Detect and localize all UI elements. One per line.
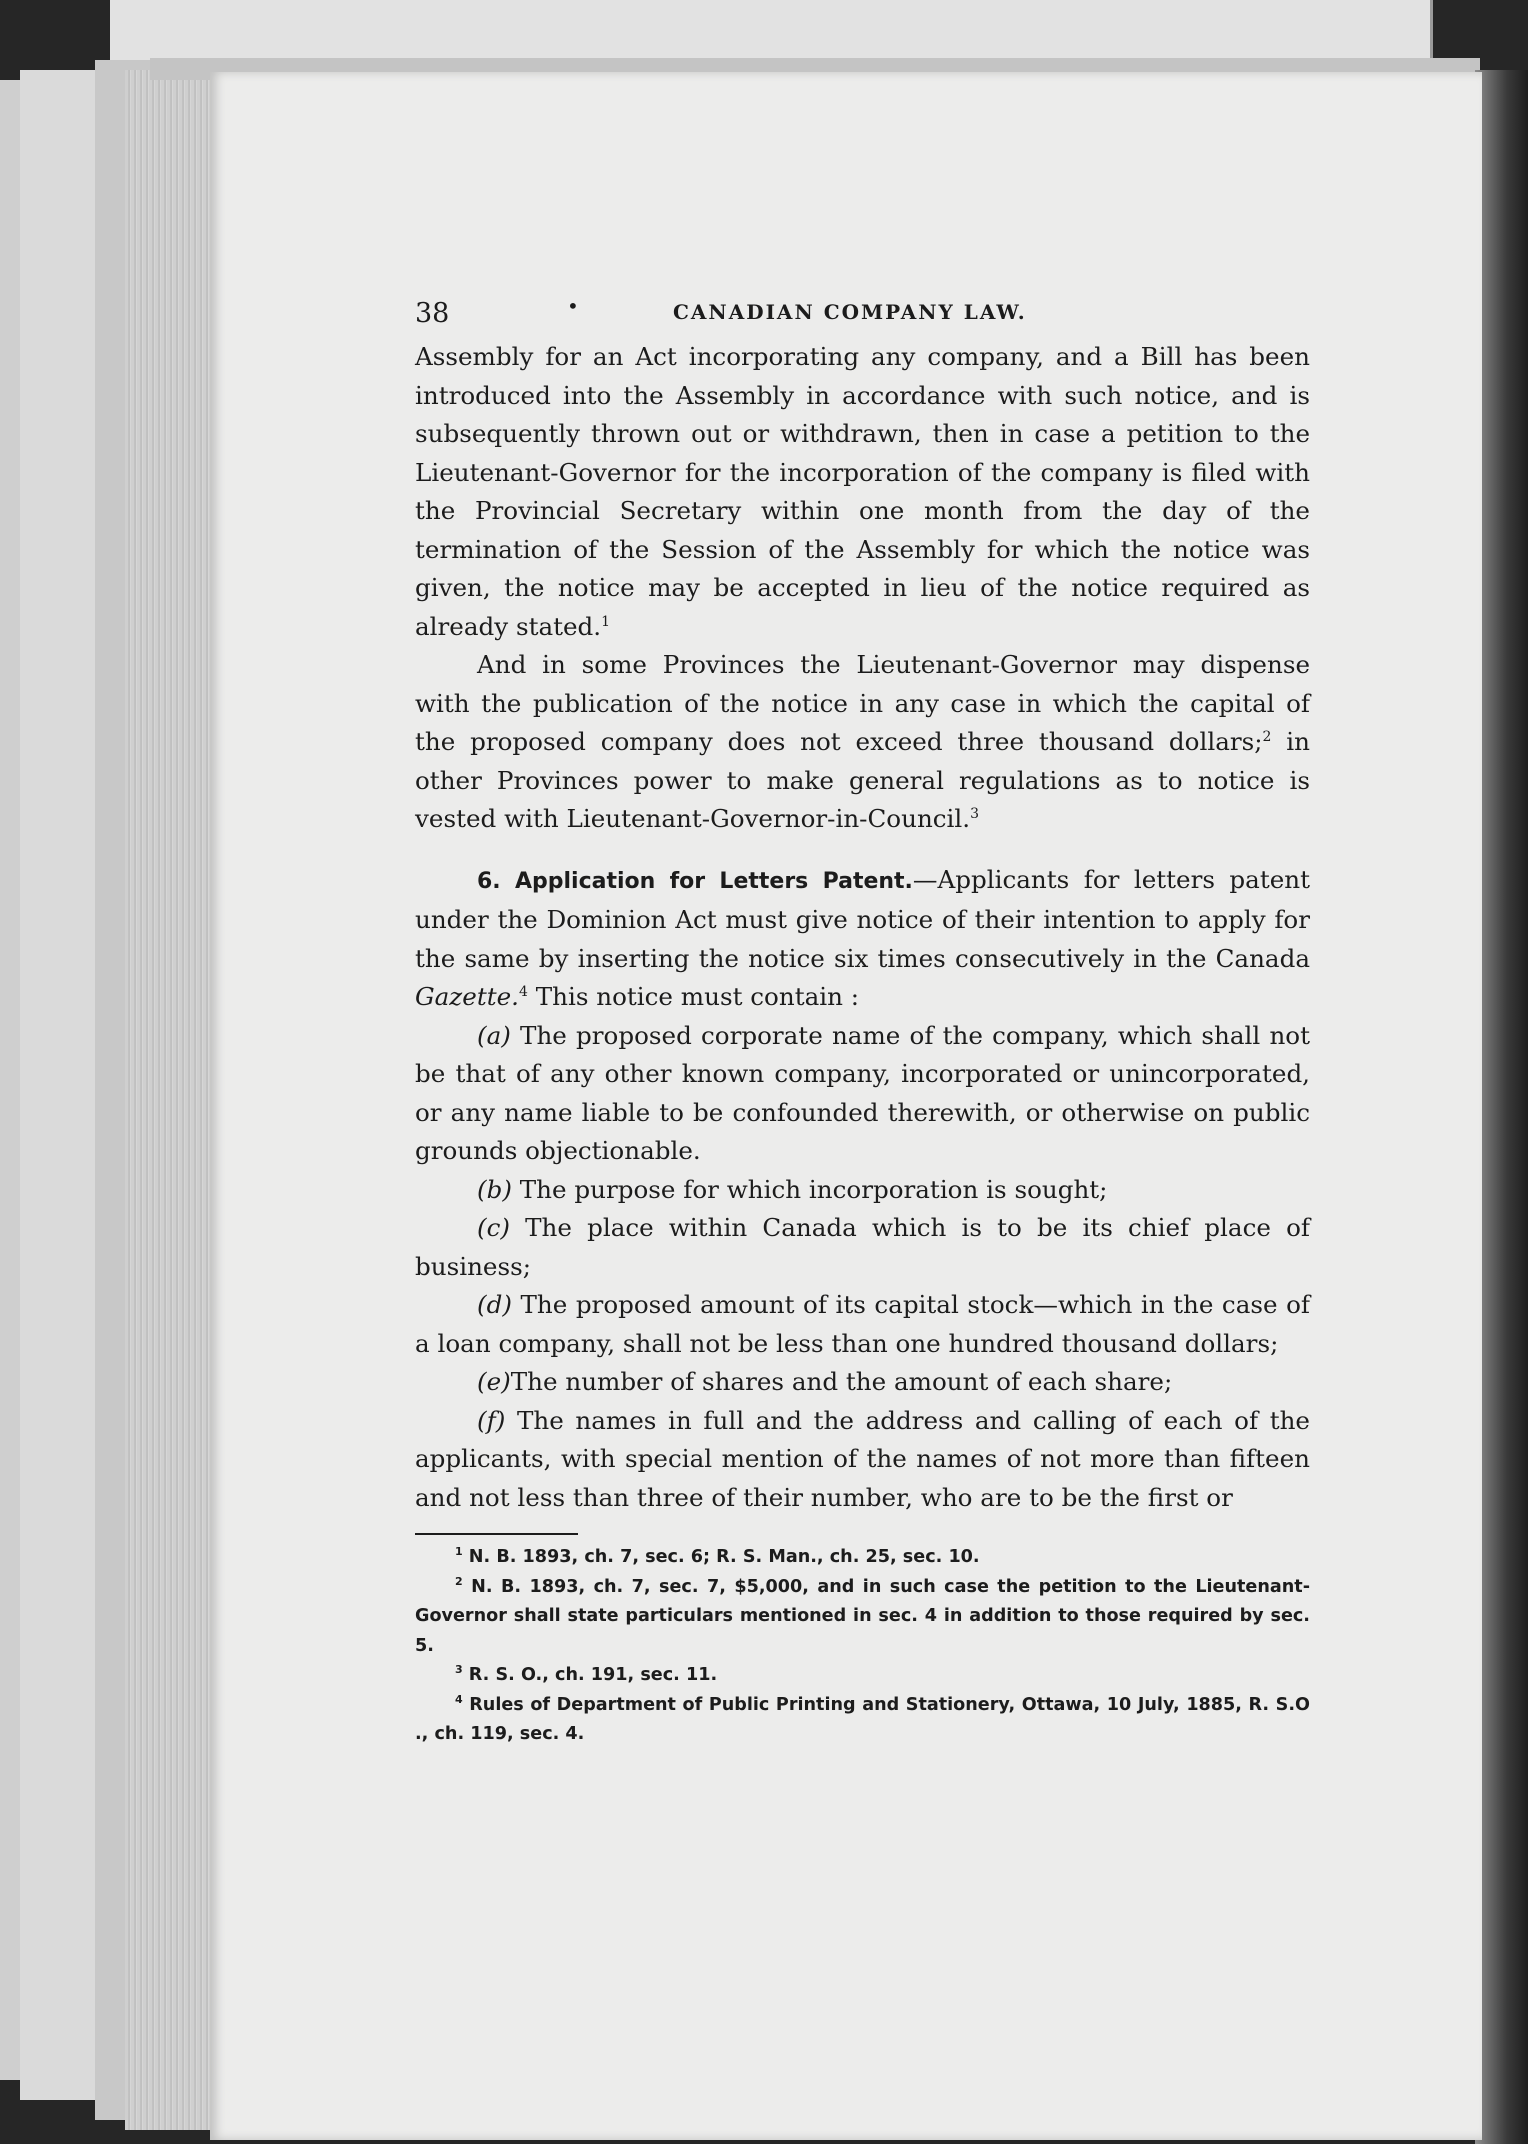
footnote-mark: 1	[455, 1545, 463, 1559]
page-header	[415, 294, 1310, 338]
list-item-d	[415, 1286, 1310, 1363]
footnote-ref: 2	[1262, 728, 1272, 745]
item-text: The proposed corporate name of the company, which shall not be that of any other known company, incorporated or unincorporated, or any name liable to be confounded therewith, or otherwise on public grounds objectionable.	[415, 1020, 1310, 1165]
footnote-1	[415, 1543, 1310, 1573]
footnote-mark: 2	[455, 1574, 463, 1588]
footnote-mark: 3	[455, 1663, 463, 1677]
footnote-text: Rules of Department of Public Printing and Stationery, Ottawa, 10 July, 1885, R. S.O ., ch. 119, sec. 4.	[415, 1694, 1310, 1744]
item-text: The number of shares and the amount of each share;	[510, 1367, 1173, 1396]
running-head: CANADIAN COMPANY LAW.	[673, 300, 1027, 324]
list-item-a	[415, 1017, 1310, 1171]
section-heading: 6. Application for Letters Patent.	[477, 868, 913, 894]
list-item-e	[415, 1363, 1310, 1402]
item-label: (b)	[477, 1174, 512, 1204]
binding-shadow	[1475, 70, 1528, 2144]
paragraph-text: —Applicants for letters patent under the Dominion Act must give notice of their intention to apply for the same by inserting the notice six times consecutively in the Canada	[415, 864, 1310, 973]
footnote-3	[415, 1661, 1310, 1691]
item-label: (e)	[477, 1367, 511, 1396]
footnote-ref: 1	[601, 613, 611, 630]
paragraph-text: And in some Provinces the Lieutenant-Governor may dispense with the publication of the notice in any case in which the capital of the proposed company does not exceed three thousand dollars;	[415, 650, 1310, 756]
item-label: (c)	[477, 1213, 510, 1242]
item-text: The purpose for which incorporation is sought;	[511, 1174, 1108, 1204]
footnote-text: R. S. O., ch. 191, sec. 11.	[468, 1665, 718, 1685]
section-6-paragraph	[415, 861, 1310, 1017]
page-content	[415, 294, 1310, 1750]
paragraph-2	[415, 646, 1310, 839]
item-text: The proposed amount of its capital stock—which in the case of a loan company, shall not be less than one hundred thousand dollars;	[415, 1290, 1310, 1358]
paragraph-text: This notice must contain :	[527, 982, 860, 1011]
footnote-text: N. B. 1893, ch. 7, sec. 6; R. S. Man., ch. 25, sec. 10.	[468, 1547, 980, 1567]
footnote-rule	[415, 1533, 578, 1535]
footnote-2	[415, 1573, 1310, 1662]
item-text: The names in full and the address and calling of each of the applicants, with special mention of the names of not more than fifteen and not less than three of their number, who are to be the first or	[415, 1405, 1310, 1512]
paragraph-text: in other Provinces power to make general regulations as to notice is vested with Lieutenant-Governor-in-Council.	[415, 727, 1310, 833]
list-item-b	[415, 1171, 1310, 1210]
italic-text: Gazette.	[415, 982, 519, 1011]
item-label: (f)	[477, 1405, 506, 1435]
footnote-4	[415, 1691, 1310, 1750]
footnote-text: N. B. 1893, ch. 7, sec. 7, $5,000, and in such case the petition to the Lieutenant-Governor shall state particulars mentioned in sec. 4 in addition to those required by sec. 5.	[415, 1576, 1310, 1656]
list-item-c	[415, 1209, 1310, 1286]
header-dot: •	[567, 294, 579, 318]
footnotes	[415, 1543, 1310, 1750]
paragraph-1	[415, 338, 1310, 646]
footnote-mark: 4	[455, 1692, 463, 1706]
list-item-f	[415, 1402, 1310, 1518]
item-text: The place within Canada which is to be its chief place of business;	[415, 1213, 1310, 1281]
footnote-ref: 4	[518, 983, 528, 1000]
item-label: (a)	[477, 1020, 511, 1050]
paragraph-text: Assembly for an Act incorporating any company, and a Bill has been introduced into the Assembly in accordance with such notice, and is subsequently thrown out or withdrawn, then in case a petition to the Lieutenant-Governor for the incorporation of the company is filed with the Provincial Secretary within one month from the day of the termination of the Session of the Assembly for which the notice was given, the notice may be accepted in lieu of the notice required as already stated.	[415, 342, 1310, 641]
item-label: (d)	[477, 1290, 512, 1319]
footnote-ref: 3	[970, 805, 980, 822]
page-number: 38	[415, 298, 450, 329]
